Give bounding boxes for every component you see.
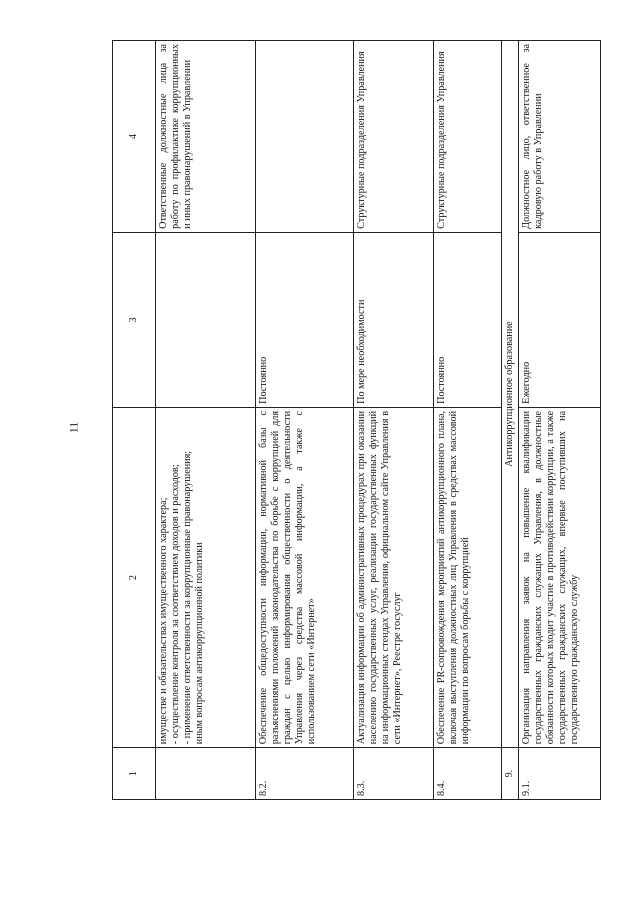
section-row: [502, 41, 519, 800]
row-text: [156, 407, 256, 747]
row-text-line: - осуществление контроля за соответствием доходов и расходов;: [169, 464, 181, 745]
row-number: [156, 748, 256, 800]
row-responsible: Должностное лицо, ответственное за кадровую работу в Управлении: [518, 41, 600, 233]
table-row: [256, 41, 354, 800]
row-text: Обеспечение PR-сопровождения мероприятий антикоррупционного плана, включая выступления должностных лиц Управления в средствах массовой информации по вопросам борьбы с коррупцией: [434, 407, 502, 747]
measures-table: [112, 40, 601, 800]
row-period: Постоянно: [256, 232, 354, 407]
row-text: Организация направления заявок на повышение квалификации государственных гражданских служащих Управления, в должностные обязанности которых входит участие в противодействии коррупции, а также государственных гражданских служащих, впервые поступивших на государственную гражданскую службу: [518, 407, 600, 747]
header-cell: 4: [113, 41, 156, 233]
row-text-line: - применение ответственности за коррупционные правонарушения;: [181, 450, 193, 745]
row-period: [156, 232, 256, 407]
row-number: 8.4.: [434, 748, 502, 800]
header-cell: 3: [113, 232, 156, 407]
row-number: 9.1.: [518, 748, 600, 800]
row-period: Постоянно: [434, 232, 502, 407]
row-responsible: [256, 41, 354, 233]
row-responsible: Структурные подразделения Управления: [434, 41, 502, 233]
table-row: [156, 41, 256, 800]
row-period: Ежегодно: [518, 232, 600, 407]
row-responsible: Ответственные должностные лица за работу по профилактике коррупционных и иных правонарушений в Управлении: [156, 41, 256, 233]
row-text: Актуализация информации об административных процедурах при оказании населению государственных услуг, реализации государственных функций на информационных стендах Управления, официальном сайте Управления в сети «Интернет», Реестре госуслуг: [354, 407, 434, 747]
table-row: [434, 41, 502, 800]
row-number: 8.2.: [256, 748, 354, 800]
row-period: По мере необходимости: [354, 232, 434, 407]
table-header-row: [113, 41, 156, 800]
rotated-page: [112, 40, 582, 800]
section-number: 9.: [502, 748, 519, 800]
row-text-line: имуществе и обязательствах имущественного характера;: [158, 497, 169, 745]
section-title: Антикоррупционное образование: [502, 41, 519, 748]
header-cell: 1: [113, 748, 156, 800]
row-responsible: Структурные подразделения Управления: [354, 41, 434, 233]
header-cell: 2: [113, 407, 156, 747]
row-number: 8.3.: [354, 748, 434, 800]
table-row: [518, 41, 600, 800]
row-text: Обеспечение общедоступности информации, нормативной базы с разъяснениями положений законодательства по борьбе с коррупцией для граждан с целью информирования общественности о деятельности Управления через средства массовой информации, а также с использованием сети «Интернет»: [256, 407, 354, 747]
table-row: [354, 41, 434, 800]
row-text-line: иным вопросам антикоррупционной политики: [193, 542, 205, 745]
page-number: 11: [66, 421, 81, 434]
